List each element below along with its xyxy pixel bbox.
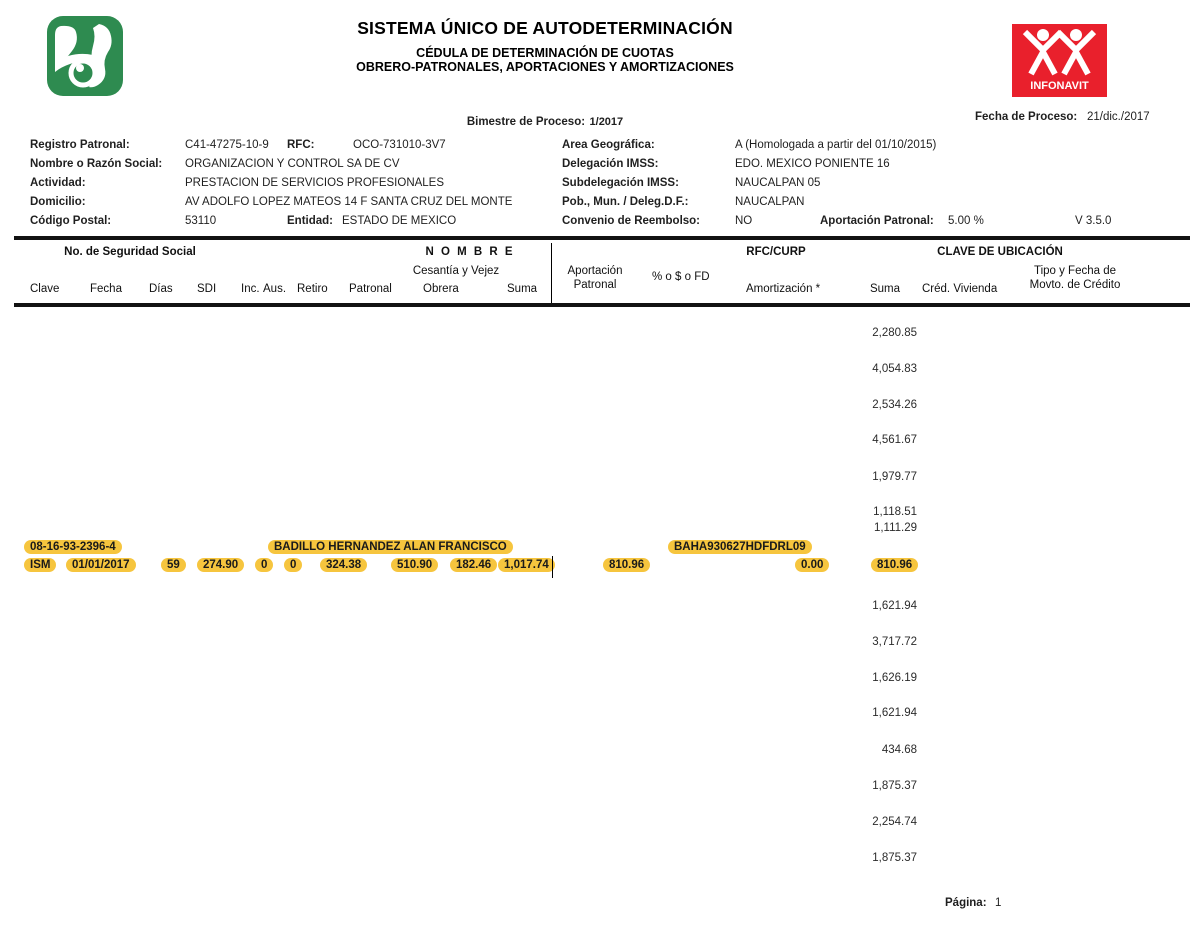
employee-obrera: 182.46: [450, 558, 497, 572]
col-suma: Suma: [507, 283, 538, 295]
svg-text:INFONAVIT: INFONAVIT: [1030, 80, 1089, 92]
employee-suma: 1,017.74: [498, 558, 555, 572]
subtitle-line2: OBRERO-PATRONALES, APORTACIONES Y AMORTIZACIONES: [356, 60, 734, 74]
convenio-label: Convenio de Reembolso:: [562, 215, 701, 227]
col-aus: Aus.: [263, 283, 287, 295]
registro-patronal-value: C41-47275-10-9: [185, 139, 269, 151]
pob-mun-value: NAUCALPAN: [735, 196, 805, 208]
aportacion-patronal-label: Aportación Patronal:: [820, 215, 934, 227]
codigo-postal-value: 53110: [185, 215, 217, 227]
suma-cell: 3,717.72: [872, 636, 917, 648]
employee-nombre: BADILLO HERNANDEZ ALAN FRANCISCO: [268, 540, 513, 554]
suma-cell: 1,979.77: [872, 471, 917, 483]
actividad-label: Actividad:: [30, 177, 86, 189]
fecha-proceso-value: 21/dic./2017: [1087, 111, 1150, 123]
col-cred-vivienda: Créd. Vivienda: [922, 283, 998, 295]
col-group-nss: No. de Seguridad Social: [64, 246, 196, 258]
fecha-proceso-label: Fecha de Proceso:: [975, 111, 1078, 123]
col-suma2: Suma: [869, 283, 901, 295]
infonavit-logo-icon: [1012, 24, 1107, 102]
domicilio-value: AV ADOLFO LOPEZ MATEOS 14 F SANTA CRUZ DEL MONTE: [185, 196, 513, 208]
col-inc: Inc.: [241, 283, 260, 295]
suma-cell: 1,875.37: [872, 780, 917, 792]
col-tipo-fecha: Tipo y Fecha de Movto. de Crédito: [1029, 265, 1121, 291]
col-pct: % o $ o FD: [652, 271, 710, 283]
col-fecha: Fecha: [90, 283, 122, 295]
col-amortizacion: Amortización *: [746, 283, 821, 295]
imss-logo-icon: [47, 16, 123, 101]
employee-retiro: 324.38: [320, 558, 367, 572]
subtitle-line1: CÉDULA DE DETERMINACIÓN DE CUOTAS: [416, 46, 674, 60]
col-dias: Días: [149, 283, 173, 295]
pagina-label: Página:: [945, 897, 987, 909]
area-geografica-label: Area Geográfica:: [562, 139, 655, 151]
page-title: SISTEMA ÚNICO DE AUTODETERMINACIÓN: [357, 18, 733, 38]
col-group-nombre: N O M B R E: [425, 246, 515, 258]
rfc-label: RFC:: [287, 139, 315, 151]
suma-cell: 1,875.37: [872, 852, 917, 864]
bimestre-label: Bimestre de Proceso:: [466, 116, 586, 128]
col-sdi: SDI: [197, 283, 217, 295]
entidad-value: ESTADO DE MEXICO: [342, 215, 457, 227]
employee-sdi: 274.90: [197, 558, 244, 572]
razon-social-label: Nombre o Razón Social:: [30, 158, 163, 170]
document-header: [190, 18, 900, 74]
employee-aportacion-patronal: 810.96: [603, 558, 650, 572]
suma-cell: 1,626.19: [872, 672, 917, 684]
suma-cell: 4,054.83: [872, 363, 917, 375]
pob-mun-label: Pob., Mun. / Deleg.D.F.:: [562, 196, 689, 208]
suma-cell: 2,254.74: [872, 816, 917, 828]
employee-patronal: 510.90: [391, 558, 438, 572]
employee-clave: ISM: [24, 558, 56, 572]
divider-top: [14, 236, 1190, 240]
version-value: V 3.5.0: [1075, 215, 1112, 227]
employee-nss: 08-16-93-2396-4: [24, 540, 122, 554]
employee-fecha: 01/01/2017: [66, 558, 136, 572]
codigo-postal-label: Código Postal:: [30, 215, 112, 227]
row-column-divider: [552, 556, 553, 578]
col-group-clave-ubicacion: CLAVE DE UBICACIÓN: [937, 246, 1063, 258]
employee-aus: 0: [284, 558, 302, 572]
subdelegacion-label: Subdelegación IMSS:: [562, 177, 679, 189]
col-patronal: Patronal: [349, 283, 392, 295]
suma-cell: 1,621.94: [872, 707, 917, 719]
bimestre-line: [190, 112, 900, 130]
actividad-value: PRESTACION DE SERVICIOS PROFESIONALES: [185, 177, 445, 189]
suma-cell: 1,111.29: [873, 522, 917, 534]
entidad-label: Entidad:: [287, 215, 333, 227]
rfc-value: OCO-731010-3V7: [353, 139, 446, 151]
employee-dias: 59: [161, 558, 186, 572]
employee-inc: 0: [255, 558, 273, 572]
convenio-value: NO: [735, 215, 753, 227]
domicilio-label: Domicilio:: [30, 196, 86, 208]
suma-cell: 1,621.94: [872, 600, 917, 612]
employee-curp: BAHA930627HDFDRL09: [668, 540, 812, 554]
col-group-rfc-curp: RFC/CURP: [746, 246, 806, 258]
suma-cell: 434.68: [881, 744, 917, 756]
area-geografica-value: A (Homologada a partir del 01/10/2015): [735, 139, 937, 151]
aportacion-patronal-value: 5.00 %: [948, 215, 984, 227]
suma-cell: 2,280.85: [872, 327, 917, 339]
divider-header-bottom: [14, 303, 1190, 307]
col-retiro: Retiro: [297, 283, 328, 295]
employee-suma-total: 810.96: [871, 558, 918, 572]
header-column-divider: [551, 243, 552, 303]
suma-cell: 2,534.26: [872, 399, 917, 411]
bimestre-value: 1/2017: [589, 116, 624, 128]
suma-cell: 4,561.67: [872, 434, 917, 446]
col-obrera: Obrera: [423, 283, 459, 295]
suma-cell: 1,118.51: [873, 506, 917, 518]
col-aportacion: Aportación Patronal: [567, 265, 623, 291]
col-clave: Clave: [30, 283, 60, 295]
delegacion-value: EDO. MEXICO PONIENTE 16: [735, 158, 890, 170]
razon-social-value: ORGANIZACION Y CONTROL SA DE CV: [185, 158, 400, 170]
delegacion-label: Delegación IMSS:: [562, 158, 659, 170]
subdelegacion-value: NAUCALPAN 05: [735, 177, 821, 189]
pagina-value: 1: [995, 897, 1002, 909]
col-group-cesantia: Cesantía y Vejez: [412, 265, 500, 277]
registro-patronal-label: Registro Patronal:: [30, 139, 130, 151]
employee-amortizacion: 0.00: [795, 558, 829, 572]
